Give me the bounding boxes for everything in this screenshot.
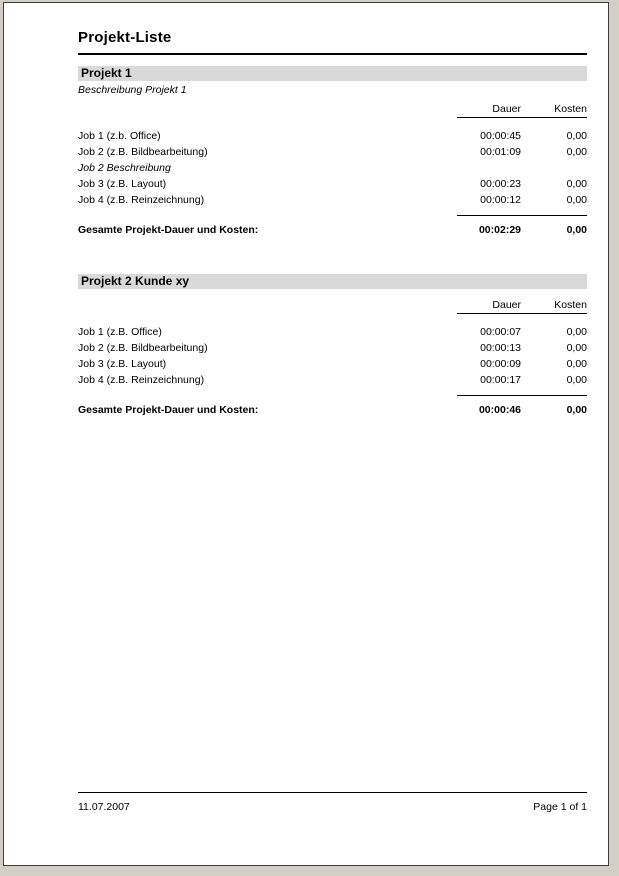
job-row bbox=[78, 145, 587, 160]
job-dauer-value: 00:01:09 bbox=[480, 146, 521, 158]
job-label: Job 3 (z.B. Layout) bbox=[78, 178, 167, 190]
total-kosten-value: 0,00 bbox=[566, 224, 587, 236]
job-kosten-value: 0,00 bbox=[566, 358, 587, 370]
footer-row bbox=[78, 793, 587, 813]
page-footer bbox=[78, 792, 587, 813]
column-spacer bbox=[78, 299, 455, 311]
footer-date: 11.07.2007 bbox=[78, 801, 130, 813]
job-dauer-value: 00:00:17 bbox=[480, 374, 521, 386]
job-row bbox=[78, 325, 587, 340]
column-header-rule bbox=[457, 117, 587, 118]
report-page bbox=[3, 2, 609, 866]
job-row bbox=[78, 373, 587, 388]
column-header-kosten: Kosten bbox=[554, 103, 587, 115]
job-row bbox=[78, 357, 587, 372]
total-label: Gesamte Projekt-Dauer und Kosten: bbox=[78, 404, 259, 416]
job-row bbox=[78, 129, 587, 144]
report-title: Projekt-Liste bbox=[78, 29, 172, 46]
job-label: Job 1 (z.B. Office) bbox=[78, 326, 162, 338]
job-label: Job 2 (z.B. Bildbearbeitung) bbox=[78, 342, 208, 354]
job-label: Job 2 (z.B. Bildbearbeitung) bbox=[78, 146, 208, 158]
section-title: Projekt 1 bbox=[81, 66, 132, 80]
title-rule bbox=[78, 53, 587, 55]
total-dauer-value: 00:02:29 bbox=[478, 224, 521, 236]
job-description-label: Job 2 Beschreibung bbox=[78, 162, 171, 174]
section-total-row bbox=[78, 223, 587, 237]
job-kosten-value: 0,00 bbox=[566, 146, 587, 158]
job-dauer-value: 00:00:12 bbox=[480, 194, 521, 206]
section-description: Beschreibung Projekt 1 bbox=[78, 84, 187, 96]
section-header-bar bbox=[78, 274, 587, 289]
job-kosten-value: 0,00 bbox=[566, 342, 587, 354]
job-kosten-value: 0,00 bbox=[566, 178, 587, 190]
job-label: Job 1 (z.b. Office) bbox=[78, 130, 161, 142]
column-header-rule bbox=[457, 313, 587, 314]
job-kosten-value: 0,00 bbox=[566, 130, 587, 142]
total-kosten-value: 0,00 bbox=[566, 404, 587, 416]
job-row bbox=[78, 193, 587, 208]
job-dauer-value: 00:00:45 bbox=[480, 130, 521, 142]
job-label: Job 3 (z.B. Layout) bbox=[78, 358, 167, 370]
job-description-row bbox=[78, 161, 587, 176]
job-row bbox=[78, 177, 587, 192]
job-kosten-value: 0,00 bbox=[566, 326, 587, 338]
column-header-dauer: Dauer bbox=[492, 103, 521, 115]
section-total-row bbox=[78, 403, 587, 417]
project-section-1 bbox=[78, 66, 587, 237]
job-label: Job 4 (z.B. Reinzeichnung) bbox=[78, 194, 205, 206]
total-label: Gesamte Projekt-Dauer und Kosten: bbox=[78, 224, 259, 236]
section-header-bar bbox=[78, 66, 587, 81]
total-rule bbox=[457, 215, 587, 216]
section-title: Projekt 2 Kunde xy bbox=[81, 274, 190, 288]
column-header-kosten: Kosten bbox=[554, 299, 587, 311]
total-dauer-value: 00:00:46 bbox=[478, 404, 521, 416]
job-dauer-value: 00:00:23 bbox=[480, 178, 521, 190]
job-row bbox=[78, 341, 587, 356]
column-header-dauer: Dauer bbox=[492, 299, 521, 311]
footer-page-number: Page 1 of 1 bbox=[533, 801, 587, 813]
job-kosten-value: 0,00 bbox=[566, 194, 587, 206]
job-dauer-value: 00:00:13 bbox=[480, 342, 521, 354]
project-section-2 bbox=[78, 274, 587, 417]
column-spacer bbox=[78, 103, 455, 115]
job-dauer-value: 00:00:09 bbox=[480, 358, 521, 370]
job-dauer-value: 00:00:07 bbox=[480, 326, 521, 338]
job-kosten-value: 0,00 bbox=[566, 374, 587, 386]
job-rows bbox=[78, 325, 587, 388]
job-label: Job 4 (z.B. Reinzeichnung) bbox=[78, 374, 205, 386]
column-header-row bbox=[78, 103, 587, 115]
report-content bbox=[4, 3, 608, 417]
column-header-row bbox=[78, 299, 587, 311]
job-rows bbox=[78, 129, 587, 208]
total-rule bbox=[457, 395, 587, 396]
